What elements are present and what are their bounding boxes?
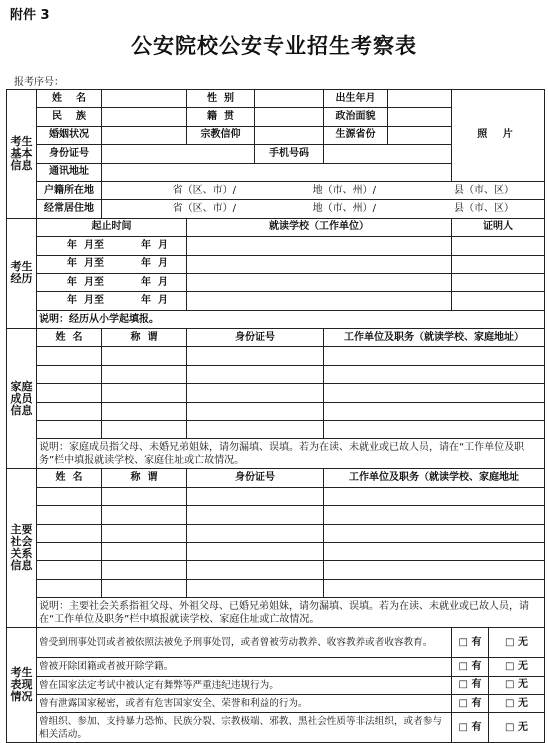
family-cell[interactable]: [37, 365, 102, 383]
social-cell[interactable]: [102, 579, 187, 597]
label-province: 生源省份: [324, 126, 388, 144]
residence-county-part: 县（市、区）: [454, 203, 514, 215]
field-ethnicity[interactable]: [102, 108, 187, 126]
social-header-relation: 称 谓: [102, 469, 187, 487]
social-cell[interactable]: [187, 506, 324, 524]
experience-period-cell[interactable]: [37, 273, 187, 291]
label-politics: 政治面貌: [324, 108, 388, 126]
label-address: 通讯地址: [37, 163, 102, 181]
hukou-county-part: 县（市、区）: [454, 184, 514, 196]
behavior-yes-checkbox[interactable]: □ 有: [452, 713, 489, 743]
date-to: 年 月: [141, 258, 168, 270]
family-header-idcard: 身份证号: [187, 329, 324, 347]
family-cell[interactable]: [324, 384, 545, 402]
social-cell[interactable]: [102, 524, 187, 542]
field-address[interactable]: [102, 163, 452, 181]
experience-period-cell[interactable]: [37, 292, 187, 310]
family-cell[interactable]: [187, 384, 324, 402]
field-birth-date[interactable]: [388, 90, 452, 108]
family-cell[interactable]: [187, 402, 324, 420]
section-basic-info: 考生基本信息: [7, 90, 37, 219]
family-note: 说明：家庭成员指父母、未婚兄弟姐妹，请勿漏填、误填。若为在读、未就业或已故人员，请在“工作单位及职务”栏中填报就读学校、家庭住址或亡故情况。: [37, 439, 545, 469]
family-header-relation: 称 谓: [102, 329, 187, 347]
family-cell[interactable]: [102, 421, 187, 439]
attachment-label: 附件 3: [10, 8, 50, 23]
social-header-idcard: 身份证号: [187, 469, 324, 487]
behavior-no-checkbox[interactable]: □ 无: [489, 658, 545, 676]
behavior-no-checkbox[interactable]: □ 无: [489, 694, 545, 712]
section-social: 主要社会关系信息: [7, 469, 37, 628]
field-marriage[interactable]: [102, 126, 187, 144]
social-cell[interactable]: [187, 487, 324, 505]
experience-witness-cell[interactable]: [452, 292, 545, 310]
behavior-item-4: 曾有泄露国家秘密，或者有危害国家安全、荣誉和利益的行为。: [37, 694, 452, 712]
field-politics[interactable]: [388, 108, 452, 126]
family-header-work: 工作单位及职务（就读学校、家庭地址）: [324, 329, 545, 347]
social-header-name: 姓 名: [37, 469, 102, 487]
social-cell[interactable]: [37, 506, 102, 524]
section-experience: 考生经历: [7, 218, 37, 328]
label-hukou: 户籍所在地: [37, 181, 102, 199]
header-period: 起止时间: [37, 218, 187, 236]
field-hukou[interactable]: [102, 181, 545, 199]
experience-school-cell[interactable]: [187, 237, 452, 255]
social-cell[interactable]: [324, 487, 545, 505]
behavior-no-checkbox[interactable]: □ 无: [489, 713, 545, 743]
family-cell[interactable]: [37, 384, 102, 402]
experience-period-cell[interactable]: [37, 255, 187, 273]
experience-school-cell[interactable]: [187, 255, 452, 273]
header-witness: 证明人: [452, 218, 545, 236]
field-religion[interactable]: [255, 126, 324, 144]
residence-province-part: 省（区、市）/: [172, 203, 236, 215]
field-province[interactable]: [388, 126, 452, 144]
family-cell[interactable]: [324, 402, 545, 420]
social-cell[interactable]: [324, 542, 545, 560]
experience-school-cell[interactable]: [187, 292, 452, 310]
field-mobile[interactable]: [324, 145, 452, 163]
experience-witness-cell[interactable]: [452, 255, 545, 273]
section-behavior: 考生表现情况: [7, 628, 37, 743]
social-header-work: 工作单位及职务（就读学校、家庭地址: [324, 469, 545, 487]
family-cell[interactable]: [102, 365, 187, 383]
social-cell[interactable]: [324, 524, 545, 542]
family-cell[interactable]: [187, 365, 324, 383]
label-residence: 经常居住地: [37, 200, 102, 218]
social-cell[interactable]: [324, 579, 545, 597]
behavior-yes-checkbox[interactable]: □ 有: [452, 676, 489, 694]
family-cell[interactable]: [324, 421, 545, 439]
field-residence[interactable]: [102, 200, 545, 218]
family-cell[interactable]: [324, 347, 545, 365]
behavior-item-2: 曾被开除团籍或者被开除学籍。: [37, 658, 452, 676]
date-from: 年 月至: [67, 239, 104, 251]
social-cell[interactable]: [324, 506, 545, 524]
social-cell[interactable]: [37, 561, 102, 579]
social-cell[interactable]: [187, 524, 324, 542]
exam-form-table: [6, 89, 545, 743]
family-cell[interactable]: [187, 347, 324, 365]
behavior-item-3: 曾在国家法定考试中被认定有舞弊等严重违纪违规行为。: [37, 676, 452, 694]
family-cell[interactable]: [37, 421, 102, 439]
behavior-yes-checkbox[interactable]: □ 有: [452, 628, 489, 658]
hukou-province-part: 省（区、市）/: [172, 184, 236, 196]
date-to: 年 月: [141, 294, 168, 306]
date-from: 年 月至: [67, 294, 104, 306]
label-idcard: 身份证号: [37, 145, 102, 163]
social-cell[interactable]: [37, 579, 102, 597]
family-cell[interactable]: [37, 402, 102, 420]
social-cell[interactable]: [37, 487, 102, 505]
residence-city-part: 地（市、州）/: [312, 203, 376, 215]
label-name: 姓 名: [37, 90, 102, 108]
family-cell[interactable]: [102, 347, 187, 365]
experience-witness-cell[interactable]: [452, 237, 545, 255]
label-marriage: 婚姻状况: [37, 126, 102, 144]
label-ethnicity: 民 族: [37, 108, 102, 126]
date-from: 年 月至: [67, 276, 104, 288]
photo-box: 照 片: [452, 90, 545, 182]
social-cell[interactable]: [187, 542, 324, 560]
experience-school-cell[interactable]: [187, 273, 452, 291]
serial-number-label: 报考序号：: [14, 77, 64, 88]
social-cell[interactable]: [102, 542, 187, 560]
field-idcard[interactable]: [102, 145, 255, 163]
label-religion: 宗教信仰: [187, 126, 255, 144]
experience-period-cell[interactable]: [37, 237, 187, 255]
social-cell[interactable]: [37, 542, 102, 560]
label-birth-date: 出生年月: [324, 90, 388, 108]
family-cell[interactable]: [324, 365, 545, 383]
behavior-item-5: 曾组织、参加、支持暴力恐怖、民族分裂、宗教极端、邪教、黑社会性质等非法组织，或者参与相关活动。: [37, 713, 452, 743]
field-origin[interactable]: [255, 108, 324, 126]
social-cell[interactable]: [102, 561, 187, 579]
social-cell[interactable]: [187, 579, 324, 597]
experience-witness-cell[interactable]: [452, 273, 545, 291]
label-origin: 籍 贯: [187, 108, 255, 126]
social-cell[interactable]: [324, 561, 545, 579]
page-title: 公安院校公安专业招生考察表: [131, 33, 417, 58]
family-cell[interactable]: [102, 384, 187, 402]
social-note: 说明：主要社会关系指祖父母、外祖父母、已婚兄弟姐妹，请勿漏填、误填。若为在读、未就业或已故人员，请在“工作单位及职务”栏中填报就读学校、家庭住址或亡故情况。: [37, 598, 545, 628]
section-family: 家庭成员信息: [7, 329, 37, 469]
label-mobile: 手机号码: [255, 145, 324, 163]
field-name[interactable]: [102, 90, 187, 108]
family-cell[interactable]: [187, 421, 324, 439]
date-from: 年 月至: [67, 258, 104, 270]
behavior-item-1: 曾受到刑事处罚或者被依照法被免予刑事处罚，或者曾被劳动教养、收容教养或者收容教育。: [37, 628, 452, 658]
date-to: 年 月: [141, 276, 168, 288]
family-header-name: 姓 名: [37, 329, 102, 347]
behavior-no-checkbox[interactable]: □ 无: [489, 676, 545, 694]
header-school: 就读学校（工作单位）: [187, 218, 452, 236]
field-gender[interactable]: [255, 90, 324, 108]
social-cell[interactable]: [102, 506, 187, 524]
hukou-city-part: 地（市、州）/: [312, 184, 376, 196]
behavior-yes-checkbox[interactable]: □ 有: [452, 658, 489, 676]
experience-note: 说明：经历从小学起填报。: [37, 310, 545, 328]
behavior-yes-checkbox[interactable]: □ 有: [452, 694, 489, 712]
date-to: 年 月: [141, 239, 168, 251]
social-cell[interactable]: [187, 561, 324, 579]
social-cell[interactable]: [37, 524, 102, 542]
family-cell[interactable]: [102, 402, 187, 420]
family-cell[interactable]: [37, 347, 102, 365]
behavior-no-checkbox[interactable]: □ 无: [489, 628, 545, 658]
social-cell[interactable]: [102, 487, 187, 505]
label-gender: 性 别: [187, 90, 255, 108]
